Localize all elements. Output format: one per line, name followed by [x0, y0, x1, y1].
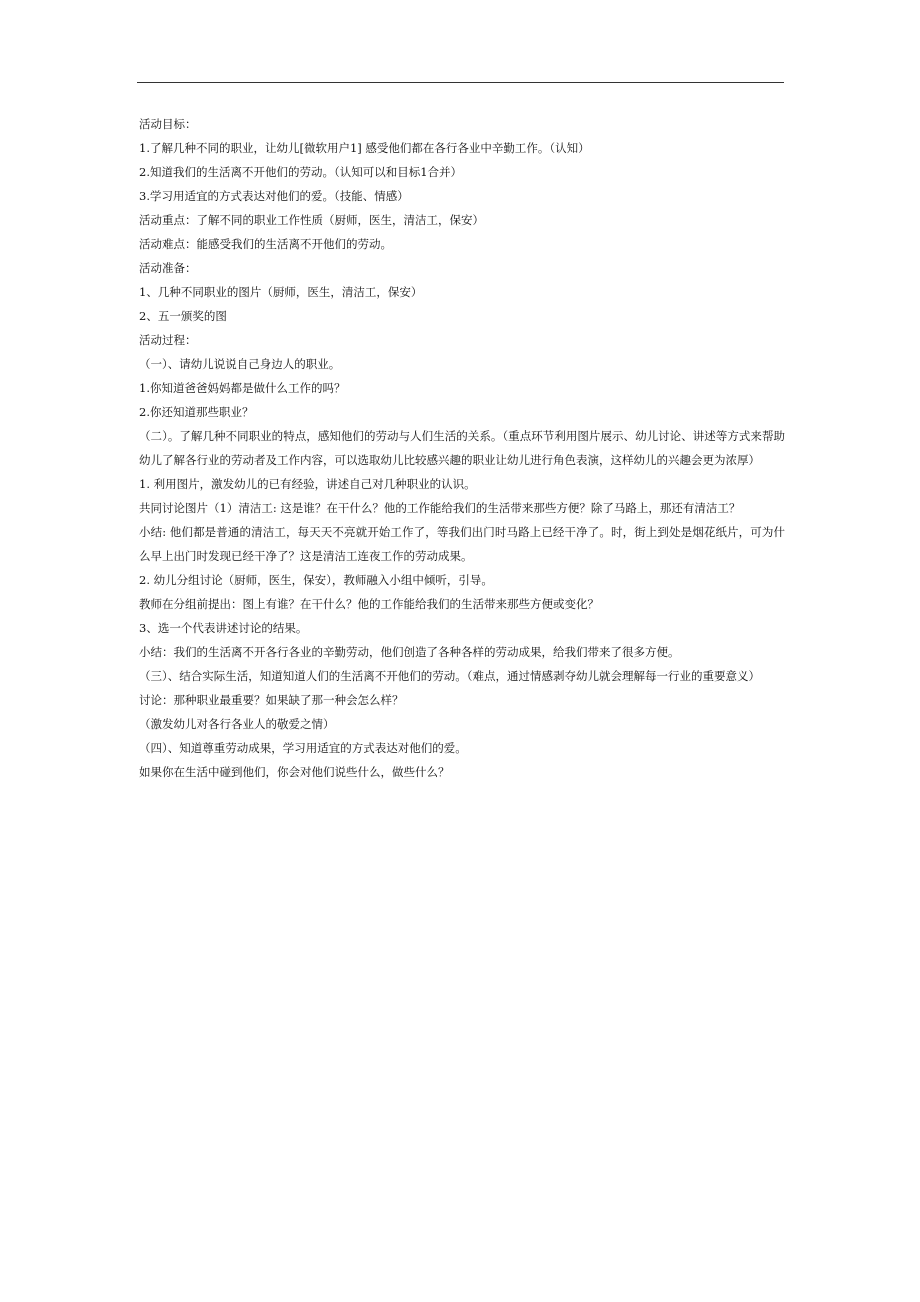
step-1-q1: 1.你知道爸爸妈妈都是做什么工作的吗？ [139, 381, 346, 395]
document-body [139, 112, 785, 784]
heading-goals: 活动目标： [139, 117, 197, 131]
teacher-question: 教师在分组前提出：图上有谁？在干什么？他的工作能给我们的生活带来那些方便或变化？ [139, 597, 599, 611]
header-rule [137, 82, 784, 83]
step-2-discussion: 共同讨论图片（1）清洁工: 这是谁？在干什么？他的工作能给我们的生活带来那些方便？除了马路上，那还有清洁工？ [139, 501, 741, 515]
step-2-item-1: 1. 利用图片，激发幼儿的已有经验，讲述自己对几种职业的认识。 [139, 477, 476, 491]
goal-2: 2.知道我们的生活离不开他们的劳动。（认知可以和目标1合并） [139, 165, 463, 179]
prep-1: 1、几种不同职业的图片（厨师，医生，清洁工，保安） [139, 285, 423, 299]
step-2-item-2: 2. 幼儿分组讨论（厨师，医生，保安），教师融入小组中倾听，引导。 [139, 573, 493, 587]
step-2-item-3: 3、选一个代表讲述讨论的结果。 [139, 621, 308, 635]
step-4-title: （四）、知道尊重劳动成果，学习用适宜的方式表达对他们的爱。 [139, 741, 467, 755]
prep-2: 2、五一颁奖的图 [139, 309, 227, 323]
closing-question: 如果你在生活中碰到他们，你会对他们说些什么，做些什么？ [139, 765, 450, 779]
summary-1: 小结: 他们都是普通的清洁工，每天天不亮就开始工作了，等我们出门时马路上已经干净了。时，街上到处是烟花纸片，可为什么早上出门时发现已经干净了？这是清洁工连夜工作的劳动成果。 [139, 525, 785, 563]
step-1-q2: 2.你还知道那些职业？ [139, 405, 254, 419]
step-1-title: （一）、请幼儿说说自己身边人的职业。 [139, 357, 341, 371]
key-point: 活动重点：了解不同的职业工作性质（厨师，医生，清洁工，保安） [139, 213, 484, 227]
goal-3: 3.学习用适宜的方式表达对他们的爱。（技能、情感） [139, 189, 409, 203]
difficult-point: 活动难点：能感受我们的生活离不开他们的劳动。 [139, 237, 392, 251]
discussion-question: 讨论：那种职业最重要？如果缺了那一种会怎么样？ [139, 693, 404, 707]
heading-process: 活动过程： [139, 333, 197, 347]
step-2-paragraph: （二）。了解几种不同职业的特点，感知他们的劳动与人们生活的关系。（重点环节利用图片展示、幼儿讨论、讲述等方式来帮助幼儿了解各行业的劳动者及工作内容，可以选取幼儿比较感兴趣的职业让幼儿进行角色表演，这样幼儿的兴趣会更为浓厚） [139, 429, 785, 467]
goal-1: 1.了解几种不同的职业，让幼儿[微软用户1] 感受他们都在各行各业中辛勤工作。（认知） [139, 141, 590, 155]
heading-preparation: 活动准备： [139, 261, 197, 275]
summary-2: 小结：我们的生活离不开各行各业的辛勤劳动，他们创造了各种各样的劳动成果，给我们带来了很多方便。 [139, 645, 680, 659]
step-3-paragraph: （三）、结合实际生活，知道知道人们的生活离不开他们的劳动。（难点，通过情感剥夺幼儿就会理解每一行业的重要意义） [139, 669, 760, 683]
emotion-note: （激发幼儿对各行各业人的敬爱之情） [139, 717, 335, 731]
